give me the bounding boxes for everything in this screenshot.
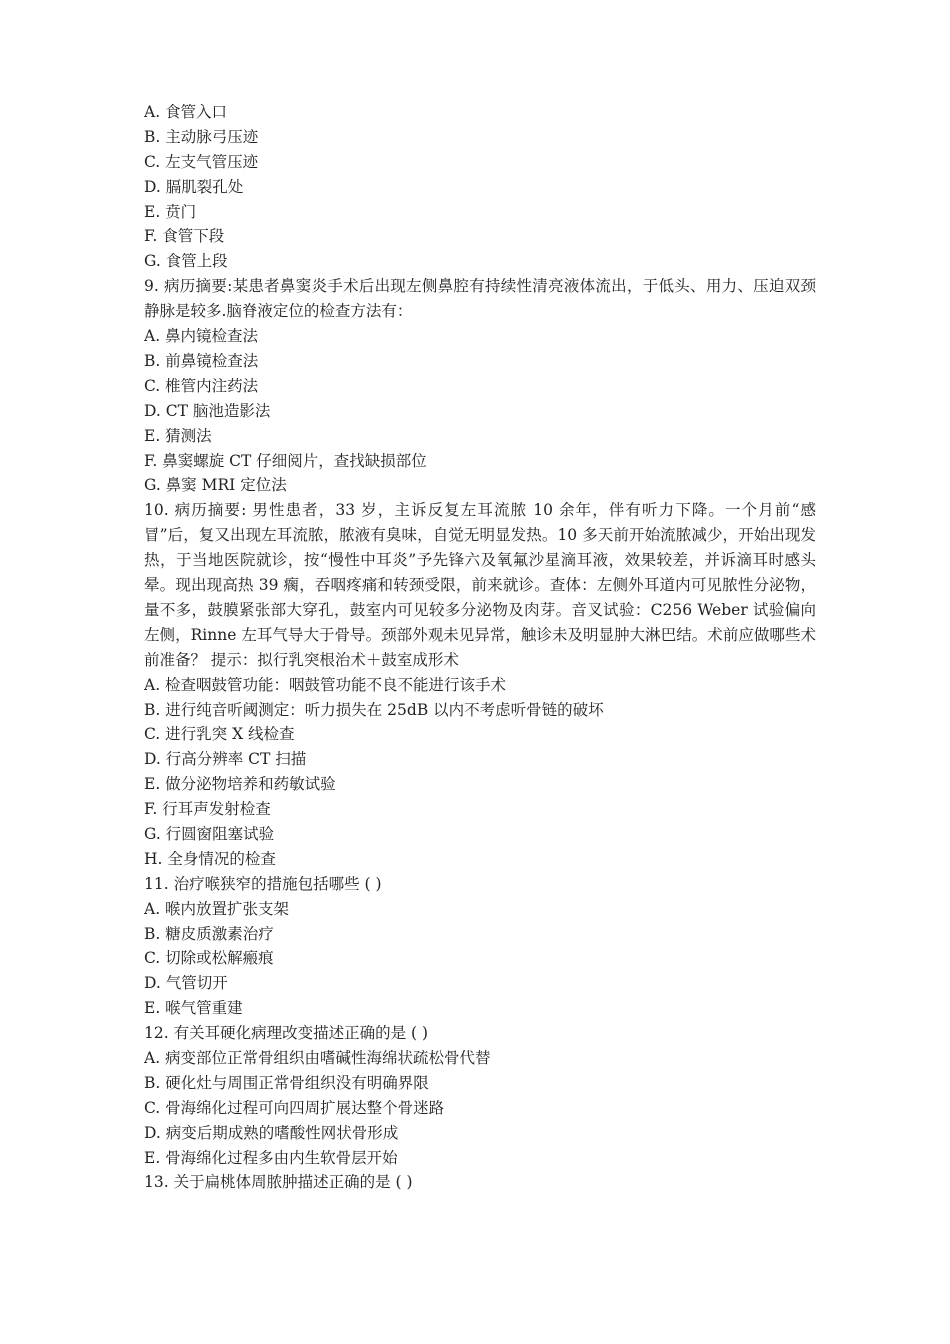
option-line: C. 进行乳突 X 线检查 xyxy=(144,725,295,744)
option-line: D. 病变后期成熟的嗜酸性网状骨形成 xyxy=(144,1123,399,1142)
option-line: B. 硬化灶与周围正常骨组织没有明确界限 xyxy=(144,1073,429,1092)
option-line: C. 椎管内注药法 xyxy=(144,376,259,395)
question-12 xyxy=(144,1021,816,1170)
option-line: F. 鼻窦螺旋 CT 仔细阅片，查找缺损部位 xyxy=(144,451,427,470)
option-line: D. 气管切开 xyxy=(144,974,228,993)
question-stem: 12. 有关耳硬化病理改变描述正确的是 ( ) xyxy=(144,1024,429,1043)
option-line: C. 骨海绵化过程可向四周扩展达整个骨迷路 xyxy=(144,1098,445,1117)
option-line: B. 主动脉弓压迹 xyxy=(144,127,259,146)
option-line: C. 左支气管压迹 xyxy=(144,152,259,171)
question-13 xyxy=(144,1170,816,1195)
question-9 xyxy=(144,274,816,498)
option-line: B. 前鼻镜检查法 xyxy=(144,351,259,370)
question-stem: 9. 病历摘要:某患者鼻窦炎手术后出现左侧鼻腔有持续性清亮液体流出，于低头、用力、压迫双颈静脉是较多.脑脊液定位的检查方法有： xyxy=(144,277,816,321)
document-body xyxy=(144,100,816,1195)
option-line: D. 膈肌裂孔处 xyxy=(144,177,244,196)
option-line: B. 进行纯音听阈测定：听力损失在 25dB 以内不考虑听骨链的破坏 xyxy=(144,700,604,719)
option-line: F. 行耳声发射检查 xyxy=(144,800,271,819)
question-10 xyxy=(144,498,816,871)
option-line: A. 食管入口 xyxy=(144,103,228,121)
question-8-options xyxy=(144,100,816,274)
option-line: E. 猜测法 xyxy=(144,426,212,445)
option-line: E. 贲门 xyxy=(144,202,197,221)
option-line: A. 病变部位正常骨组织由嗜碱性海绵状疏松骨代替 xyxy=(144,1048,491,1067)
option-line: A. 喉内放置扩张支架 xyxy=(144,899,290,918)
option-line: E. 做分泌物培养和药敏试验 xyxy=(144,775,336,794)
option-line: E. 喉气管重建 xyxy=(144,999,243,1018)
option-line: D. 行高分辨率 CT 扫描 xyxy=(144,750,307,769)
option-line: H. 全身情况的检查 xyxy=(144,849,276,868)
option-line: G. 行圆窗阻塞试验 xyxy=(144,824,275,843)
option-line: A. 鼻内镜检查法 xyxy=(144,327,259,346)
option-line: C. 切除或松解瘢痕 xyxy=(144,949,274,968)
question-11 xyxy=(144,872,816,1021)
option-line: F. 食管下段 xyxy=(144,227,225,246)
option-line: G. 食管上段 xyxy=(144,252,228,271)
option-line: E. 骨海绵化过程多由内生软骨层开始 xyxy=(144,1148,398,1167)
option-line: B. 糖皮质激素治疗 xyxy=(144,924,274,943)
question-stem: 11. 治疗喉狭窄的措施包括哪些 ( ) xyxy=(144,874,382,893)
option-line: D. CT 脑池造影法 xyxy=(144,401,271,420)
question-stem: 10. 病历摘要: 男性患者，33 岁，主诉反复左耳流脓 10 余年，伴有听力下降。一个月前“感冒”后，复又出现左耳流脓，脓液有臭味，自觉无明显发热。10 多天前开始流脓减少，开始出现发热，于当地医院就诊，按“慢性中耳炎”予先锋六及氧氟沙星滴耳液，效果较差，并诉滴耳时感头晕。现出现高热 39 瘸，吞咽疼痛和转颈受限，前来就诊。查体：左侧外耳道内可见脓性分泌物，量不多，鼓膜紧张部大穿孔，鼓室内可见较多分泌物及肉芽。音叉试验：C256 Weber 试验偏向左侧，Rinne 左耳气导大于骨导。颈部外观未见异常，触诊未及明显肿大淋巴结。术前应做哪些术前准备？ 提示：拟行乳突根治术＋鼓室成形术 xyxy=(144,501,816,669)
option-line: A. 检查咽鼓管功能：咽鼓管功能不良不能进行该手术 xyxy=(144,675,507,694)
option-line: G. 鼻窦 MRI 定位法 xyxy=(144,476,287,495)
question-stem: 13. 关于扁桃体周脓肿描述正确的是 ( ) xyxy=(144,1173,413,1192)
